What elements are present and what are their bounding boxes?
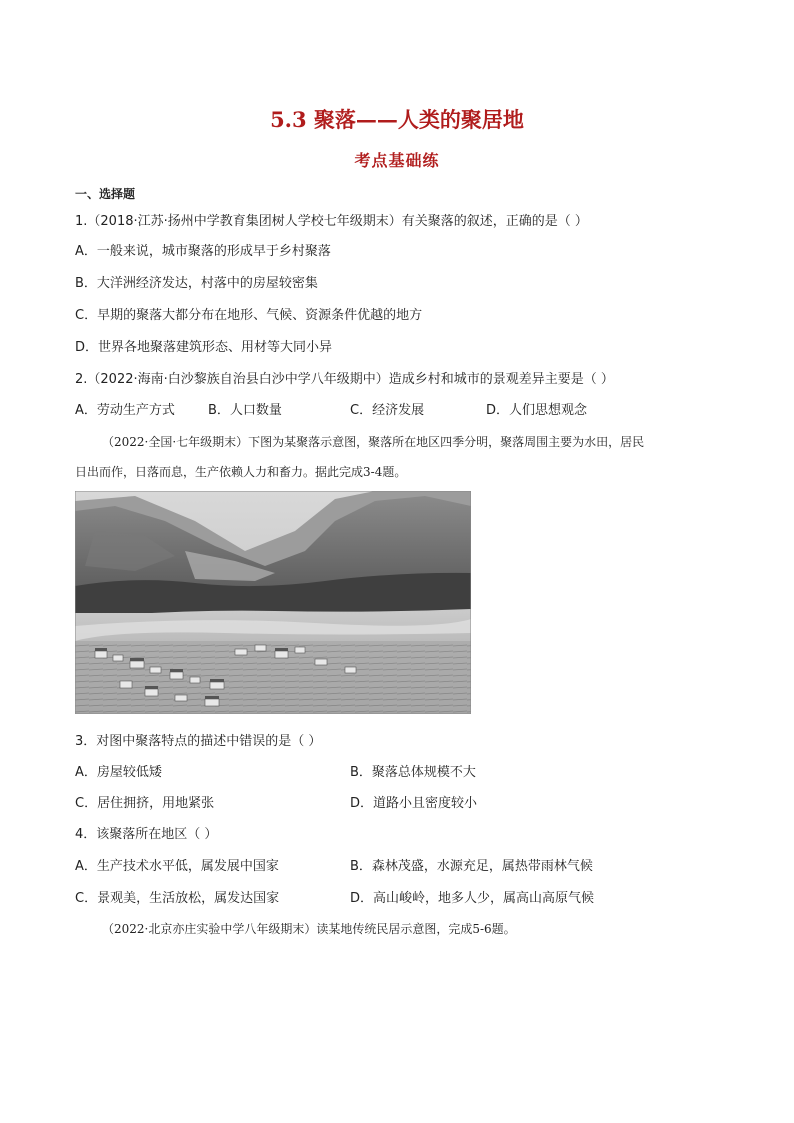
- intro-3-4-line-1: （2022·全国·七年级期末）下图为某聚落示意图，聚落所在地区四季分明，聚落周围主要为水田，居民: [102, 435, 645, 449]
- intro-5-6: （2022·北京亦庄实验中学八年级期末）读某地传统民居示意图，完成5-6题。: [102, 922, 516, 936]
- page-title: 5.3 聚落——人类的聚居地: [270, 107, 524, 132]
- question-1-option-c: C．早期的聚落大都分布在地形、气候、资源条件优越的地方: [75, 308, 423, 323]
- question-2-option-b: B．人口数量: [208, 403, 282, 418]
- question-2-option-a: A．劳动生产方式: [75, 403, 175, 418]
- page-subtitle: 考点基础练: [354, 151, 440, 170]
- question-3-stem: 3．对图中聚落特点的描述中错误的是（ ）: [75, 734, 322, 749]
- section-heading: 一、选择题: [75, 187, 136, 201]
- question-4-stem: 4．该聚落所在地区（ ）: [75, 827, 218, 842]
- question-1-option-b: B．大洋洲经济发达，村落中的房屋较密集: [75, 276, 318, 291]
- question-4-option-b: B．森林茂盛，水源充足，属热带雨林气候: [350, 859, 593, 874]
- question-3-option-a: A．房屋较低矮: [75, 765, 162, 780]
- question-4-option-d: D．高山峻岭，地多人少，属高山高原气候: [350, 891, 595, 906]
- question-3-option-c: C．居住拥挤，用地紧张: [75, 796, 215, 811]
- question-2-stem: 2.（2022·海南·白沙黎族自治县白沙中学八年级期中）造成乡村和城市的景观差异主要是（ ）: [75, 372, 614, 387]
- question-4-option-a: A．生产技术水平低，属发展中国家: [75, 859, 279, 874]
- question-1-option-d: D．世界各地聚落建筑形态、用材等大同小异: [75, 340, 333, 355]
- question-2-option-c: C．经济发展: [350, 403, 425, 418]
- question-3-option-b: B．聚落总体规模不大: [350, 765, 476, 780]
- question-1-option-a: A．一般来说，城市聚落的形成早于乡村聚落: [75, 244, 331, 259]
- question-2-option-d: D．人们思想观念: [486, 403, 588, 418]
- intro-3-4-line-2: 日出而作，日落而息，生产依赖人力和畜力。据此完成3-4题。: [75, 465, 407, 479]
- settlement-photo: [75, 491, 471, 714]
- question-3-option-d: D．道路小且密度较小: [350, 796, 478, 811]
- question-4-option-c: C．景观美，生活放松，属发达国家: [75, 891, 280, 906]
- question-1-stem: 1.（2018·江苏·扬州中学教育集团树人学校七年级期末）有关聚落的叙述，正确的是（ ）: [75, 214, 588, 229]
